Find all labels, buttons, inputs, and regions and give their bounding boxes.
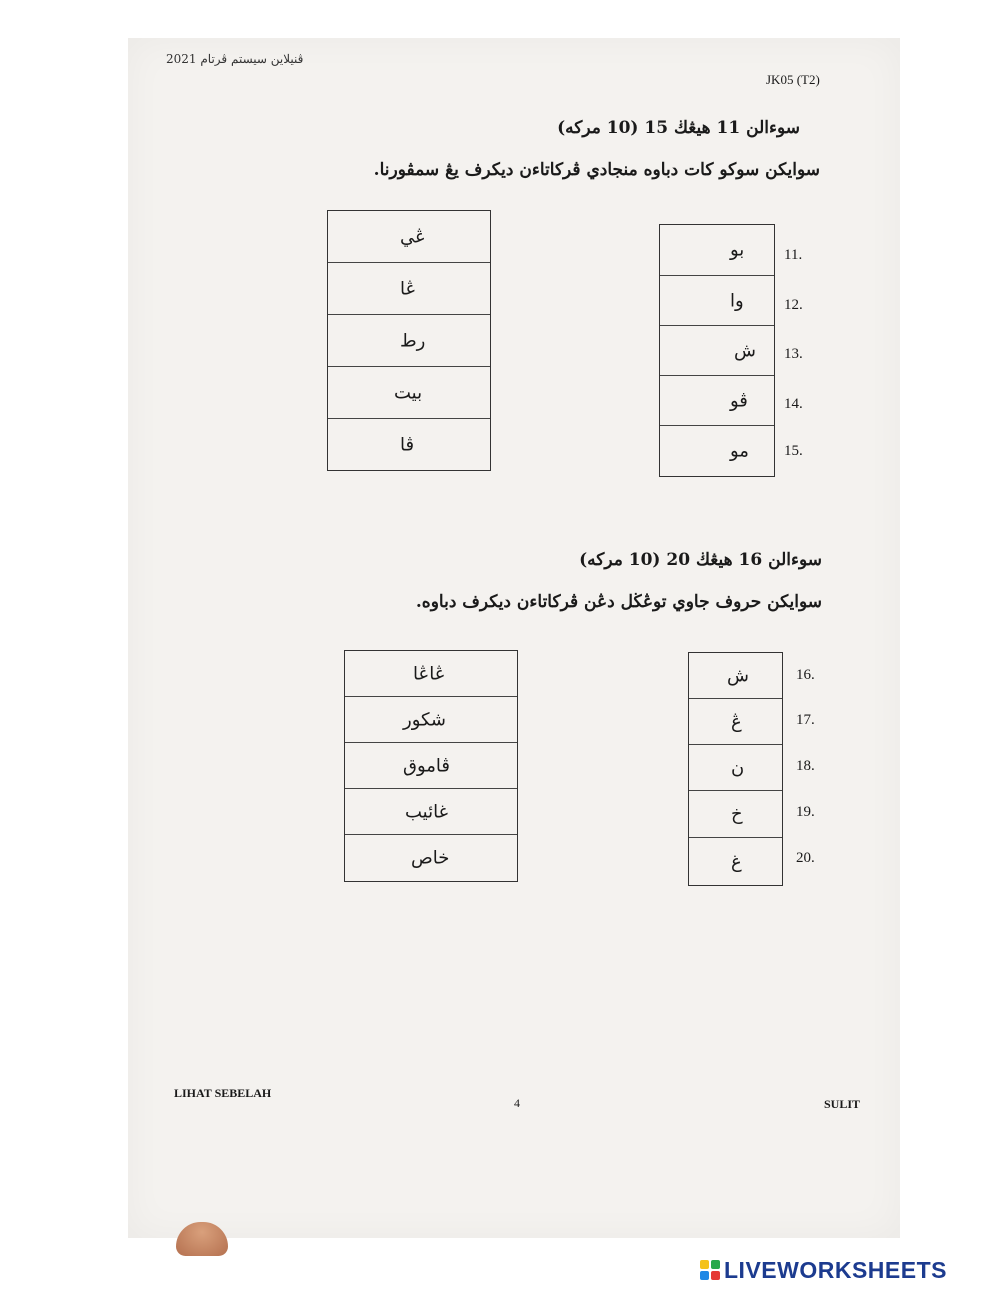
paper-code: JK05 (T2) bbox=[766, 72, 820, 87]
answer-cell[interactable]: شكور bbox=[345, 697, 517, 743]
answer-cell[interactable]: غائيب bbox=[345, 789, 517, 835]
question-number: 20. bbox=[796, 850, 815, 866]
answer-cell[interactable]: رط bbox=[328, 315, 490, 367]
letter-cell: غ bbox=[731, 851, 742, 872]
question-number: 18. bbox=[796, 758, 815, 774]
page-number: 4 bbox=[514, 1096, 520, 1110]
footer-lihat-sebelah: LIHAT SEBELAH bbox=[174, 1086, 272, 1100]
exam-header-title: ڤنيلاين سيستم ڤرتام 2021 bbox=[166, 52, 304, 66]
answer-cell[interactable]: ڠا bbox=[328, 263, 490, 315]
question-number: 16. bbox=[796, 667, 815, 683]
letter-cell: ش bbox=[689, 653, 782, 699]
question-number: 17. bbox=[796, 712, 815, 728]
letter-cell: خ bbox=[689, 791, 782, 838]
section2-instruction: سوايكن حروف جاوي توڠڬل دڠن ڤركاتاءن ديكرف دباوه. bbox=[415, 592, 822, 612]
answer-cell[interactable]: ڠي bbox=[328, 211, 490, 263]
exam-paper bbox=[128, 38, 900, 1238]
question-number: 13. bbox=[784, 346, 803, 362]
liveworksheets-logo-text: LIVEWORKSHEETS bbox=[724, 1256, 947, 1283]
section2-title: سوءالن 16 هيڠڬ 20 (10 مركه) bbox=[579, 550, 822, 570]
question-number: 12. bbox=[784, 297, 803, 313]
syllable-cell: بو bbox=[660, 225, 774, 276]
answer-cell[interactable]: خاص bbox=[411, 847, 450, 869]
question-number: 11. bbox=[784, 247, 803, 263]
syllable-cell: مو bbox=[730, 440, 749, 462]
letter-cell: ن bbox=[689, 745, 782, 791]
liveworksheets-logo-icon bbox=[700, 1260, 720, 1280]
answer-cell[interactable]: ڠاڠا bbox=[345, 651, 517, 697]
syllable-cell: ڤو bbox=[660, 376, 774, 426]
answer-cell[interactable]: ڤاموق bbox=[345, 743, 517, 789]
letter-cell: ڠ bbox=[689, 699, 782, 745]
question-number: 19. bbox=[796, 804, 815, 820]
liveworksheets-logo[interactable] bbox=[700, 1258, 947, 1282]
answer-cell[interactable]: بيت bbox=[328, 367, 490, 419]
section1-syllable-column bbox=[659, 224, 775, 477]
answer-cell[interactable]: ڤا bbox=[400, 434, 415, 455]
question-number: 14. bbox=[784, 396, 803, 412]
question-number: 15. bbox=[784, 443, 803, 459]
syllable-cell: ش bbox=[660, 326, 774, 376]
section2-letter-column bbox=[688, 652, 783, 886]
footer-sulit: SULIT bbox=[824, 1097, 861, 1111]
syllable-cell: وا bbox=[660, 276, 774, 326]
section1-answer-column bbox=[327, 210, 491, 471]
section2-answer-column bbox=[344, 650, 518, 882]
section1-instruction: سوايكن سوكو كات دباوه منجادي ڤركاتاءن ديكرف يڠ سمڤورنا. bbox=[373, 160, 820, 180]
section1-title: سوءالن 11 هيڠڬ 15 (10 مركه) bbox=[557, 118, 800, 138]
